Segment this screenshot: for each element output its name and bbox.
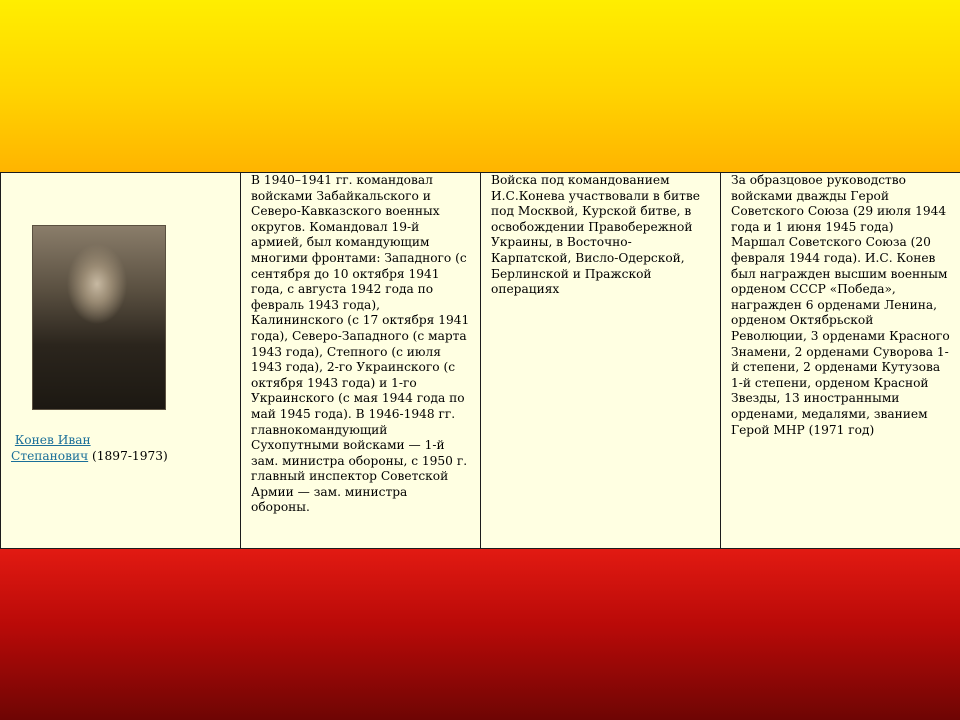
- portrait-cell: [1, 173, 241, 549]
- name-line-1: Конев Иван: [14, 433, 91, 447]
- career-cell: В 1940–1941 гг. командовал войсками Забайкальского и Северо-Кавказского военных округов. Командовал 19-й армией, был командующим многими фронтами: Западного (с сентября до 10 октября 1941 года, с августа 1942 года по февраль 1943 года), Калининского (с 17 октября 1941 года), Северо-Западного (с марта 1943 года), Степного (с июля 1943 года), 2-го Украинского (с октября 1943 года) и 1-го Украинского (с мая 1944 года по май 1945 года). В 1946-1948 гг. главнокомандующий Сухопутными войсками — 1-й зам. министра обороны, с 1950 г. главный инспектор Советской Армии — зам. министра обороны.: [241, 173, 481, 549]
- life-years: (1897-1973): [92, 449, 168, 463]
- portrait-photo: [32, 225, 166, 410]
- red-footer-band: [0, 549, 960, 720]
- name-line-2: Степанович: [11, 449, 89, 463]
- awards-cell: За образцовое руководство войсками дважды Герой Советского Союза (29 июля 1944 года и 1 июня 1945 года) Маршал Советского Союза (20 февраля 1944 года). И.С. Конев был награжден высшим военным орденом СССР «Победа», награжден 6 орденами Ленина, орденом Октябрьской Революции, 3 орденами Красного Знамени, 2 орденами Суворова 1-й степени, 2 орденами Кутузова 1-й степени, орденом Красной Звезды, 13 иностранными орденами, медалями, званием Герой МНР (1971 год): [721, 173, 960, 549]
- battles-cell: Войска под командованием И.С.Конева участвовали в битве под Москвой, Курской битве, в освобождении Правобережной Украины, в Восточно-Карпатской, Висло-Одерской, Берлинской и Пражской операциях: [481, 173, 721, 549]
- commander-info-table: [0, 172, 960, 549]
- commander-name-link[interactable]: [11, 433, 91, 463]
- yellow-header-band: [0, 0, 960, 172]
- name-caption: [11, 432, 221, 464]
- table-row: [1, 173, 960, 549]
